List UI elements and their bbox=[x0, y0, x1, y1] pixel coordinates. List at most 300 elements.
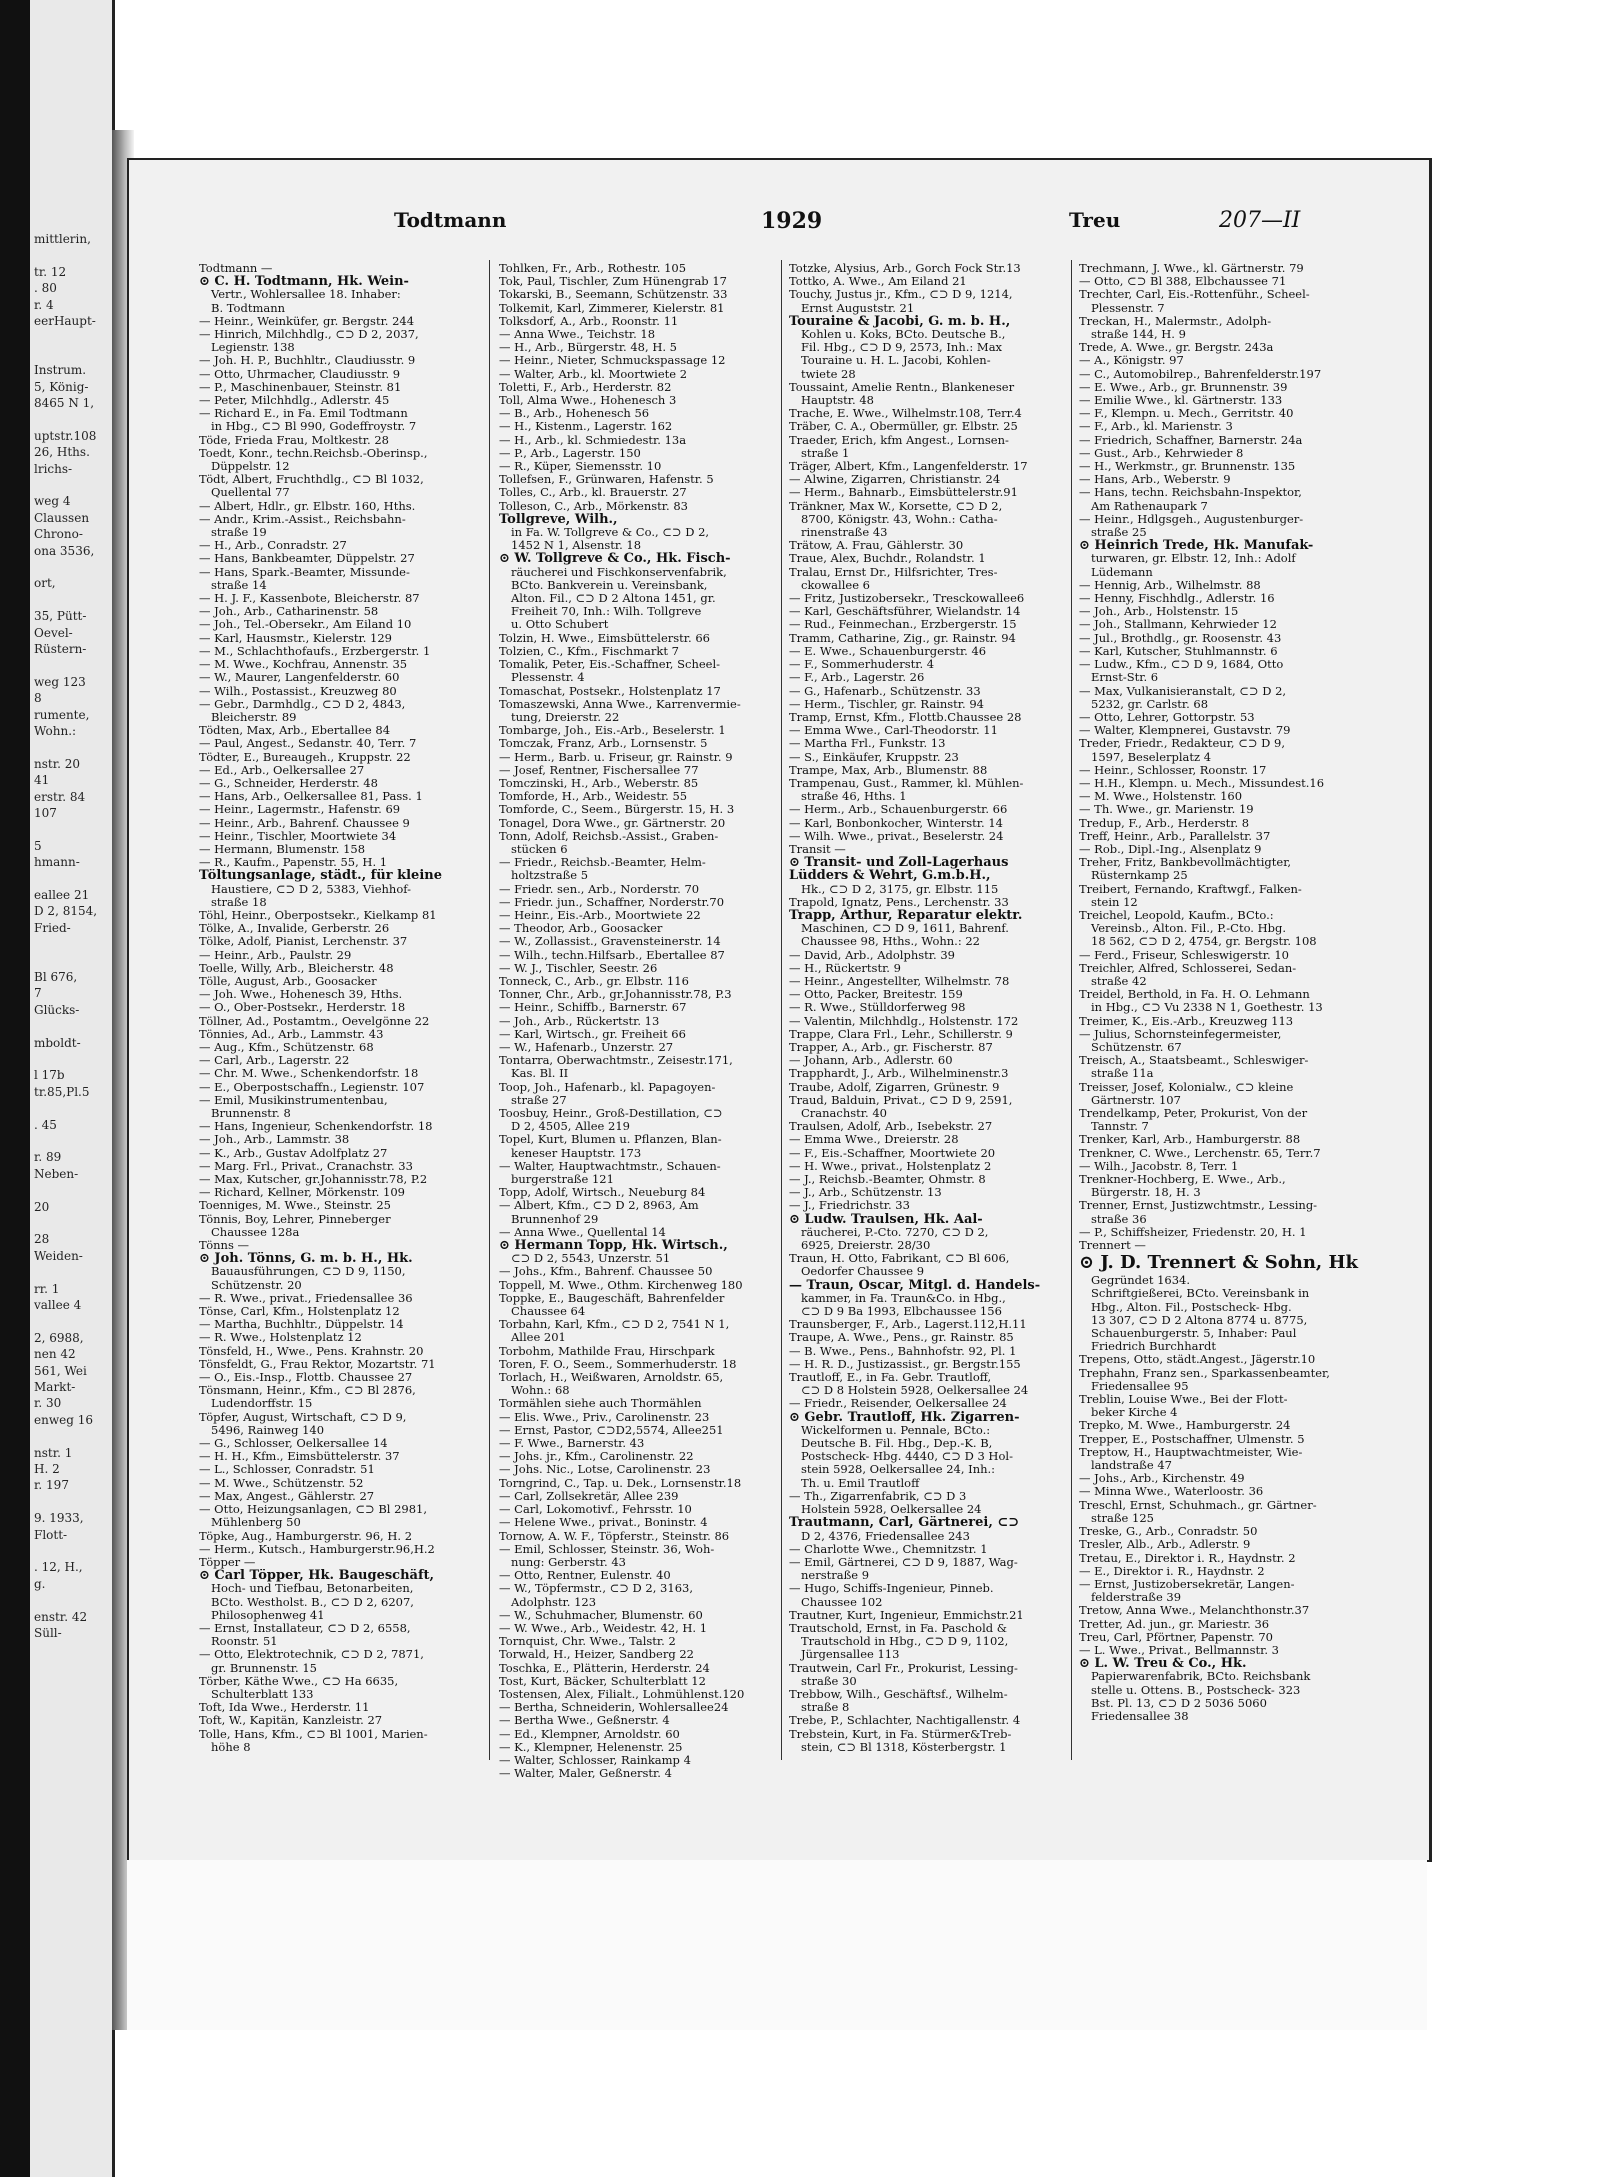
directory-entry-line: — Otto, Uhrmacher, Claudiusstr. 9 bbox=[199, 367, 401, 381]
facing-page-fragment: weg 4 bbox=[34, 494, 71, 509]
directory-entry-line: — W., Schuhmacher, Blumenstr. 60 bbox=[499, 1608, 703, 1622]
directory-entry-line: — F., Sommerhuderstr. 4 bbox=[789, 658, 935, 672]
directory-entry-line: Chaussee 98, Hths., Wohn.: 22 bbox=[801, 935, 981, 949]
directory-entry-line: Trautner, Kurt, Ingenieur, Emmichstr.21 bbox=[789, 1608, 1024, 1622]
directory-entry-line: — Herm., Tischler, gr. Rainstr. 94 bbox=[789, 697, 984, 711]
directory-entry-line: Treichel, Leopold, Kaufm., BCto.: bbox=[1079, 908, 1274, 922]
directory-entry-line: Legienstr. 138 bbox=[211, 341, 295, 355]
directory-entry-line: — Marg. Frl., Privat., Cranachstr. 33 bbox=[199, 1159, 413, 1173]
directory-entry-line: Chaussee 64 bbox=[511, 1305, 586, 1319]
directory-entry-line: Jürgensallee 113 bbox=[801, 1648, 900, 1662]
facing-page-fragment: . 45 bbox=[34, 1117, 57, 1132]
directory-entry-line: — Th. Wwe., gr. Marienstr. 19 bbox=[1079, 803, 1254, 817]
directory-entry-line: Tönnis, Boy, Lehrer, Pinneberger bbox=[199, 1212, 391, 1226]
directory-entry-line: ⊂⊃ D 2, 5543, Unzerstr. 51 bbox=[511, 1252, 671, 1266]
directory-entry-line: — H., Arb., Bürgerstr. 48, H. 5 bbox=[499, 341, 677, 355]
directory-entry-line: landstraße 47 bbox=[1091, 1459, 1172, 1473]
directory-column-3 bbox=[789, 262, 1067, 1782]
directory-entry-line: — O., Ober-Postsekr., Herderstr. 18 bbox=[199, 1001, 406, 1015]
facing-page-fragment: eallee 21 bbox=[34, 888, 90, 902]
directory-entry-line: Vereinsb., Alton. Fil., P.-Cto. Hbg. bbox=[1091, 922, 1287, 936]
directory-entry-line: Treichler, Alfred, Schlosserei, Sedan- bbox=[1079, 961, 1297, 975]
directory-entry-line: — Wilh., Postassist., Kreuzweg 80 bbox=[199, 684, 397, 698]
directory-entry-line: — Henny, Fischhdlg., Adlerstr. 16 bbox=[1079, 592, 1275, 606]
directory-entry-line: — K., Klempner, Helenenstr. 25 bbox=[499, 1740, 683, 1754]
directory-entry-line: — K., Arb., Gustav Adolfplatz 27 bbox=[199, 1146, 388, 1160]
directory-entry-line: ckowallee 6 bbox=[801, 578, 870, 592]
directory-entry-line: — H. Wwe., privat., Holstenplatz 2 bbox=[789, 1159, 992, 1173]
directory-entry-line: straße 18 bbox=[211, 895, 267, 909]
directory-entry-line: Maschinen, ⊂⊃ D 9, 1611, Bahrenf. bbox=[801, 922, 1009, 936]
directory-entry-line: Treu, Carl, Pförtner, Papenstr. 70 bbox=[1079, 1630, 1273, 1644]
directory-entry-line: Trapold, Ignatz, Pens., Lerchenstr. 33 bbox=[789, 895, 1009, 909]
directory-entry-line: Lüdemann bbox=[1091, 565, 1153, 579]
directory-entry-line: Trebe, P., Schlachter, Nachtigallenstr. 4 bbox=[789, 1714, 1021, 1728]
facing-page-fragment: erstr. 84 bbox=[34, 789, 86, 804]
directory-entry-line: — Otto, Lehrer, Gottorpstr. 53 bbox=[1079, 710, 1255, 724]
directory-entry-line: — Heinr., Arb., Paulstr. 29 bbox=[199, 948, 352, 962]
facing-page-fragment: 20 bbox=[34, 1199, 50, 1214]
directory-entry-line: in Hbg., ⊂⊃ Vu 2338 N 1, Goethestr. 13 bbox=[1091, 1001, 1323, 1015]
directory-entry-line: Tomczinski, H., Arb., Weberstr. 85 bbox=[499, 776, 699, 790]
directory-entry-line: — Jul., Brothdlg., gr. Roosenstr. 43 bbox=[1079, 631, 1282, 645]
directory-entry-line: — F., Arb., Lagerstr. 26 bbox=[789, 671, 925, 685]
directory-entry-line: — H. R. D., Justizassist., gr. Bergstr.155 bbox=[789, 1357, 1021, 1371]
directory-entry-line: — W., Hafenarb., Unzerstr. 27 bbox=[499, 1040, 674, 1054]
directory-entry-line: — Bertha, Schneiderin, Wohlersallee24 bbox=[499, 1701, 729, 1715]
directory-entry-line: — Emma Wwe., Carl-Theodorstr. 11 bbox=[789, 724, 998, 738]
directory-entry-line: Düppelstr. 12 bbox=[211, 460, 290, 474]
firm-entry-heading: ⊙ Joh. Tönns, G. m. b. H., Hk. bbox=[199, 1252, 413, 1266]
directory-entry-line: kammer, in Fa. Traun&Co. in Hbg., bbox=[801, 1291, 1006, 1305]
directory-entry-line: — Heinr., Schiffb., Barnerstr. 67 bbox=[499, 1001, 687, 1015]
directory-entry-line: Trepko, M. Wwe., Hamburgerstr. 24 bbox=[1079, 1419, 1291, 1433]
directory-column-4 bbox=[1079, 262, 1379, 1782]
directory-entry-line: straße 42 bbox=[1091, 974, 1147, 988]
directory-entry-line: Trenker, Karl, Arb., Hamburgerstr. 88 bbox=[1079, 1133, 1301, 1147]
directory-entry-line: Wickelformen u. Pennale, BCto.: bbox=[801, 1423, 991, 1437]
facing-page-fragment: Fried- bbox=[34, 920, 71, 935]
directory-entry-line: Allee 201 bbox=[511, 1331, 566, 1345]
directory-entry-line: Mühlenberg 50 bbox=[211, 1516, 301, 1530]
firm-entry-heading: ⊙ Heinrich Trede, Hk. Manufak- bbox=[1079, 539, 1314, 553]
facing-page-fragment: 5 bbox=[34, 838, 42, 853]
directory-entry-line: — Heinr., Eis.-Arb., Moortwiete 22 bbox=[499, 908, 701, 922]
facing-page-fragment: 35, Pütt- bbox=[34, 609, 87, 624]
directory-entry-line: Treske, G., Arb., Conradstr. 50 bbox=[1079, 1525, 1258, 1539]
directory-entry-line: Torbohm, Mathilde Frau, Hirschpark bbox=[499, 1344, 715, 1358]
directory-entry-line: Tormählen siehe auch Thormählen bbox=[499, 1397, 702, 1411]
facing-page-fragment: Instrum. bbox=[34, 363, 87, 378]
facing-page-fragment: 8 bbox=[34, 691, 42, 706]
firm-entry-heading: ⊙ J. D. Trennert & Sohn, Hk bbox=[1079, 1252, 1358, 1274]
directory-entry-line: — F. Wwe., Barnerstr. 43 bbox=[499, 1437, 645, 1451]
facing-page-fragment: weg 123 bbox=[34, 674, 86, 689]
facing-page-fragment: 28 bbox=[34, 1232, 50, 1247]
directory-entry-line: ⊂⊃ D 9 Ba 1993, Elbchaussee 156 bbox=[801, 1305, 1002, 1319]
directory-entry-line: — Valentin, Milchhdlg., Holstenstr. 172 bbox=[789, 1014, 1019, 1028]
directory-entry-line: twiete 28 bbox=[801, 367, 856, 381]
directory-entry-line: — Herm., Bahnarb., Eimsbüttelerstr.91 bbox=[789, 486, 1018, 500]
directory-entry-line: — Joh., Stallmann, Kehrwieder 12 bbox=[1079, 618, 1277, 632]
directory-entry-line: Adolphstr. 123 bbox=[511, 1595, 597, 1609]
directory-entry-line: — Max, Vulkanisieranstalt, ⊂⊃ D 2, bbox=[1079, 684, 1287, 698]
directory-entry-line: Toft, Ida Wwe., Herderstr. 11 bbox=[199, 1701, 370, 1715]
directory-entry-line: — Johs., Kfm., Bahrenf. Chaussee 50 bbox=[499, 1265, 713, 1279]
directory-entry-line: Friedrich Burchhardt bbox=[1091, 1340, 1216, 1354]
directory-entry-line: — Hans, techn. Reichsbahn-Inspektor, bbox=[1079, 486, 1302, 500]
directory-entry-line: — O., Eis.-Insp., Flottb. Chaussee 27 bbox=[199, 1371, 413, 1385]
directory-entry-line: Tolzin, H. Wwe., Eimsbüttelerstr. 66 bbox=[499, 631, 710, 645]
directory-entry-line: — H., Kistenm., Lagerstr. 162 bbox=[499, 420, 673, 434]
facing-page-fragment: . 80 bbox=[34, 281, 57, 296]
directory-entry-line: felderstraße 39 bbox=[1091, 1591, 1182, 1605]
directory-entry-line: — E. Wwe., Arb., gr. Brunnenstr. 39 bbox=[1079, 380, 1288, 394]
directory-entry-line: — R., Kaufm., Papenstr. 55, H. 1 bbox=[199, 856, 388, 870]
directory-entry-line: Trapper, A., Arb., gr. Fischerstr. 87 bbox=[789, 1040, 993, 1054]
directory-entry-line: Trechter, Carl, Eis.-Rottenführ., Scheel- bbox=[1079, 288, 1310, 302]
directory-entry-line: Treibert, Fernando, Kraftwgf., Falken- bbox=[1079, 882, 1302, 896]
directory-entry-line: Cranachstr. 40 bbox=[801, 1107, 887, 1120]
directory-entry-line: Trendelkamp, Peter, Prokurist, Von der bbox=[1079, 1107, 1308, 1120]
directory-entry-line: — Joh. Wwe., Hohenesch 39, Hths. bbox=[199, 988, 403, 1002]
facing-page-fragment: mittlerin, bbox=[34, 232, 91, 246]
directory-entry-line: Toft, W., Kapitän, Kanzleistr. 27 bbox=[199, 1714, 383, 1728]
directory-entry-line: Tannstr. 7 bbox=[1091, 1120, 1149, 1134]
facing-page-fragment: 5, König- bbox=[34, 379, 89, 394]
facing-page-fragment: rumente, bbox=[34, 707, 90, 722]
directory-entry-line: Schauenburgerstr. 5, Inhaber: Paul bbox=[1091, 1327, 1297, 1341]
directory-entry-line: Tontarra, Oberwachtmstr., Zeisestr.171, bbox=[499, 1054, 733, 1068]
directory-entry-line: Brunnenhof 29 bbox=[511, 1212, 599, 1226]
directory-entry-line: rinenstraße 43 bbox=[801, 526, 888, 540]
directory-entry-line: — W. J., Tischler, Seestr. 26 bbox=[499, 961, 658, 975]
directory-entry-line: holtzstraße 5 bbox=[511, 869, 589, 883]
directory-entry-line: — Ed., Klempner, Arnoldstr. 60 bbox=[499, 1727, 680, 1741]
directory-entry-line: — Heinr., Nieter, Schmuckspassage 12 bbox=[499, 354, 726, 368]
directory-entry-line: — Joh., Arb., Holstenstr. 15 bbox=[1079, 605, 1239, 619]
directory-entry-line: — Herm., Kutsch., Hamburgerstr.96,H.2 bbox=[199, 1542, 435, 1556]
directory-entry-line: Friedensallee 95 bbox=[1091, 1379, 1189, 1393]
directory-entry-line: Traue, Alex, Buchdr., Rolandstr. 1 bbox=[789, 552, 986, 566]
directory-entry-line: — J., Friedrichstr. 33 bbox=[789, 1199, 910, 1213]
directory-entry-line: Träber, C. A., Obermüller, gr. Elbstr. 25 bbox=[789, 420, 1018, 434]
facing-page-fragment: nen 42 bbox=[34, 1347, 76, 1362]
directory-entry-line: Tohlken, Fr., Arb., Rothestr. 105 bbox=[499, 262, 687, 275]
directory-entry-line: 5496, Rainweg 140 bbox=[211, 1423, 325, 1437]
directory-entry-line: — Ernst, Installateur, ⊂⊃ D 2, 6558, bbox=[199, 1621, 411, 1635]
directory-entry-line: Toussaint, Amelie Rentn., Blankeneser bbox=[789, 380, 1015, 394]
facing-page-fragment: D 2, 8154, bbox=[34, 904, 98, 919]
directory-entry-line: — Carl, Lokomotivf., Fehrsstr. 10 bbox=[499, 1503, 692, 1517]
directory-entry-line: stein 5928, Oelkersallee 24, Inh.: bbox=[801, 1463, 996, 1477]
directory-entry-line: — Otto, Rentner, Eulenstr. 40 bbox=[499, 1569, 671, 1583]
directory-entry-line: — Karl, Geschäftsführer, Wielandstr. 14 bbox=[789, 605, 1021, 619]
column-divider bbox=[489, 260, 490, 1760]
directory-entry-line: — H. J. F., Kassenbote, Bleicherstr. 87 bbox=[199, 592, 420, 606]
directory-entry-line: — Walter, Klempnerei, Gustavstr. 79 bbox=[1079, 724, 1291, 738]
directory-entry-line: — G., Schlosser, Oelkersallee 14 bbox=[199, 1437, 388, 1451]
directory-entry-line: — Albert, Kfm., ⊂⊃ D 2, 8963, Am bbox=[499, 1199, 699, 1213]
directory-entry-line: Traube, Adolf, Zigarren, Grünestr. 9 bbox=[789, 1080, 1000, 1094]
firm-entry-heading: ⊙ C. H. Todtmann, Hk. Wein- bbox=[199, 275, 409, 289]
facing-page-fragment: Chrono- bbox=[34, 527, 83, 542]
directory-entry-line: nung: Gerberstr. 43 bbox=[511, 1555, 626, 1569]
directory-entry-line: Schulterblatt 133 bbox=[211, 1687, 314, 1701]
directory-entry-line: Treckan, H., Malermstr., Adolph- bbox=[1079, 314, 1272, 328]
directory-entry-line: Bst. Pl. 13, ⊂⊃ D 2 5036 5060 bbox=[1091, 1696, 1267, 1710]
directory-entry-line: Toedt, Konr., techn.Reichsb.-Oberinsp., bbox=[199, 446, 428, 460]
directory-entry-line: Schützenstr. 20 bbox=[211, 1278, 302, 1292]
directory-entry-line: — Ferd., Friseur, Schleswigerstr. 10 bbox=[1079, 948, 1289, 962]
directory-entry-line: Tölle, August, Arb., Goosacker bbox=[199, 974, 377, 988]
firm-entry-heading: ⊙ Transit- und Zoll-Lagerhaus bbox=[789, 856, 1009, 870]
directory-entry-line: 8700, Königstr. 43, Wohn.: Catha- bbox=[801, 512, 998, 526]
facing-page-fragment: 9. 1933, bbox=[34, 1511, 84, 1526]
directory-entry-line: Toschka, E., Plätterin, Herderstr. 24 bbox=[499, 1661, 710, 1675]
directory-entry-line: Fil. Hbg., ⊂⊃ D 9, 2573, Inh.: Max bbox=[801, 341, 1003, 355]
directory-entry-line: — Friedr. jun., Schaffner, Norderstr.70 bbox=[499, 895, 725, 909]
directory-entry-line: Tolksdorf, A., Arb., Roonstr. 11 bbox=[499, 314, 679, 328]
directory-entry-line: — H., Rückertstr. 9 bbox=[789, 961, 901, 975]
directory-entry-line: Tönse, Carl, Kfm., Holstenplatz 12 bbox=[199, 1305, 400, 1319]
directory-entry-line: — Karl, Wirtsch., gr. Freiheit 66 bbox=[499, 1027, 686, 1041]
directory-entry-line: Trechmann, J. Wwe., kl. Gärtnerstr. 79 bbox=[1079, 262, 1304, 275]
directory-entry-line: — Hans, Spark.-Beamter, Missunde- bbox=[199, 565, 410, 579]
directory-entry-line: Treher, Fritz, Bankbevollmächtigter, bbox=[1079, 856, 1292, 870]
directory-entry-line: turwaren, gr. Elbstr. 12, Inh.: Adolf bbox=[1091, 552, 1296, 566]
directory-entry-line: Torwald, H., Heizer, Sandberg 22 bbox=[499, 1648, 694, 1662]
directory-entry-line: Haustiere, ⊂⊃ D 2, 5383, Viehhof- bbox=[211, 882, 411, 896]
firm-entry-heading: ⊙ L. W. Treu & Co., Hk. bbox=[1079, 1657, 1247, 1671]
directory-entry-line: — Andr., Krim.-Assist., Reichsbahn- bbox=[199, 512, 406, 526]
directory-entry-line: Tölke, Adolf, Pianist, Lerchenstr. 37 bbox=[199, 935, 408, 949]
directory-entry-line: — M. Wwe., Holstenstr. 160 bbox=[1079, 790, 1243, 804]
directory-entry-line: Toppell, M. Wwe., Othm. Kirchenweg 180 bbox=[499, 1278, 743, 1292]
directory-entry-line: — M., Schlachthofaufs., Erzbergerstr. 1 bbox=[199, 644, 431, 658]
directory-entry-line: — Karl, Hausmstr., Kielerstr. 129 bbox=[199, 631, 392, 645]
directory-entry-line: Tolzien, C., Kfm., Fischmarkt 7 bbox=[499, 644, 679, 658]
directory-entry-line: Tonn, Adolf, Reichsb.-Assist., Graben- bbox=[499, 829, 719, 843]
directory-column-2 bbox=[499, 262, 777, 1782]
directory-entry-line: Wohn.: 68 bbox=[511, 1384, 570, 1398]
directory-entry-line: D 2, 4505, Allee 219 bbox=[511, 1120, 630, 1134]
directory-entry-line: Toppke, E., Baugeschäft, Bahrenfelder bbox=[499, 1291, 725, 1305]
directory-entry-line: Traun, H. Otto, Fabrikant, ⊂⊃ Bl 606, bbox=[789, 1252, 1010, 1266]
directory-entry-line: — Theodor, Arb., Goosacker bbox=[499, 922, 663, 936]
facing-page-fragment: vallee 4 bbox=[34, 1298, 82, 1312]
directory-entry-line: — Heinr., Tischler, Moortwiete 34 bbox=[199, 829, 397, 843]
facing-page-fragment: enweg 16 bbox=[34, 1412, 93, 1427]
directory-entry-line: — Gust., Arb., Kehrwieder 8 bbox=[1079, 446, 1244, 460]
directory-entry-line: Toop, Joh., Hafenarb., kl. Papagoyen- bbox=[499, 1080, 716, 1094]
directory-entry-line: — F., Eis.-Schaffner, Moortwiete 20 bbox=[789, 1146, 996, 1160]
directory-entry-line: straße 8 bbox=[801, 1701, 850, 1715]
facing-page-fragment: nstr. 1 bbox=[34, 1445, 73, 1460]
directory-entry-line: — R. Wwe., privat., Friedensallee 36 bbox=[199, 1291, 413, 1305]
directory-entry-line: Trebstein, Kurt, in Fa. Stürmer&Treb- bbox=[789, 1727, 1012, 1741]
directory-entry-line: Touraine u. H. L. Jacobi, Kohlen- bbox=[801, 354, 991, 368]
directory-entry-line: Todtmann — bbox=[199, 262, 273, 275]
directory-entry-line: Trenkner-Hochberg, E. Wwe., Arb., bbox=[1079, 1173, 1286, 1187]
directory-entry-line: Oedorfer Chaussee 9 bbox=[801, 1265, 925, 1279]
directory-entry-line: straße 46, Hths. 1 bbox=[801, 790, 907, 804]
facing-page-fragment: H. 2 bbox=[34, 1462, 60, 1476]
directory-entry-line: — Carl, Zollsekretär, Allee 239 bbox=[499, 1489, 679, 1503]
facing-page-fragment: r. 4 bbox=[34, 297, 54, 312]
directory-entry-line: Tomalik, Peter, Eis.-Schaffner, Scheel- bbox=[499, 658, 721, 672]
firm-entry-heading: ⊙ W. Tollgreve & Co., Hk. Fisch- bbox=[499, 552, 731, 566]
directory-entry-line: nerstraße 9 bbox=[801, 1569, 870, 1583]
directory-entry-line: — Hans, Arb., Oelkersallee 81, Pass. 1 bbox=[199, 790, 423, 804]
directory-entry-line: Chaussee 102 bbox=[801, 1595, 883, 1609]
directory-entry-line: Trennert — bbox=[1079, 1239, 1146, 1253]
directory-entry-line: — W., Maurer, Langenfelderstr. 60 bbox=[199, 671, 400, 685]
directory-entry-line: — Hans, Ingenieur, Schenkendorfstr. 18 bbox=[199, 1120, 433, 1134]
directory-entry-line: — R. Wwe., Stülldorferweg 98 bbox=[789, 1001, 966, 1015]
directory-entry-line: — Hennig, Arb., Wilhelmstr. 88 bbox=[1079, 578, 1261, 592]
directory-entry-line: — Otto, Elektrotechnik, ⊂⊃ D 2, 7871, bbox=[199, 1648, 424, 1662]
directory-entry-line: Tralau, Ernst Dr., Hilfsrichter, Tres- bbox=[789, 565, 998, 579]
directory-entry-line: — Julius, Schornsteinfegermeister, bbox=[1079, 1027, 1282, 1041]
facing-page-fragment: enstr. 42 bbox=[34, 1609, 88, 1624]
directory-entry-line: Tolkemit, Karl, Zimmerer, Kielerstr. 81 bbox=[499, 301, 725, 315]
directory-entry-line: Torlach, H., Weißwaren, Arnoldstr. 65, bbox=[499, 1371, 724, 1385]
directory-entry-line: Torbahn, Karl, Kfm., ⊂⊃ D 2, 7541 N 1, bbox=[499, 1318, 730, 1332]
firm-entry-heading: — Traun, Oscar, Mitgl. d. Handels- bbox=[789, 1278, 1041, 1292]
directory-entry-line: — G., Hafenarb., Schützenstr. 33 bbox=[789, 684, 981, 698]
directory-entry-line: Tränkner, Max W., Korsette, ⊂⊃ D 2, bbox=[789, 499, 1003, 513]
directory-entry-line: Tretau, E., Direktor i. R., Haydnstr. 2 bbox=[1079, 1551, 1296, 1565]
directory-entry-line: keneser Hauptstr. 173 bbox=[511, 1146, 642, 1160]
facing-page-fragment: rr. 1 bbox=[34, 1281, 60, 1296]
directory-entry-line: Tödten, Max, Arb., Ebertallee 84 bbox=[199, 724, 391, 738]
firm-entry-heading: Tollgreve, Wilh., bbox=[499, 512, 618, 527]
directory-entry-line: — Otto, Heizungsanlagen, ⊂⊃ Bl 2981, bbox=[199, 1503, 428, 1517]
facing-page-fragment: mboldt- bbox=[34, 1035, 81, 1050]
directory-entry-line: ⊂⊃ D 8 Holstein 5928, Oelkersallee 24 bbox=[801, 1384, 1029, 1398]
directory-entry-line: Tombarge, Joh., Eis.-Arb., Beselerstr. 1 bbox=[499, 724, 726, 738]
directory-entry-line: — Johs., Arb., Kirchenstr. 49 bbox=[1079, 1472, 1245, 1486]
directory-entry-line: — Herm., Arb., Schauenburgerstr. 66 bbox=[789, 803, 1008, 817]
directory-entry-line: Alton. Fil., ⊂⊃ D 2 Altona 1451, gr. bbox=[511, 592, 716, 606]
directory-entry-line: — Minna Wwe., Waterloostr. 36 bbox=[1079, 1485, 1264, 1499]
facing-page-fragment: Weiden- bbox=[34, 1248, 83, 1263]
directory-entry-line: Tölke, A., Invalide, Gerberstr. 26 bbox=[199, 922, 390, 936]
directory-entry-line: Tönsmann, Heinr., Kfm., ⊂⊃ Bl 2876, bbox=[199, 1384, 416, 1398]
facing-page-fragment: 561, Wei bbox=[34, 1363, 87, 1378]
directory-entry-line: stein 12 bbox=[1091, 895, 1138, 909]
directory-entry-line: Traunsberger, F., Arb., Lagerst.112,H.11 bbox=[789, 1318, 1027, 1332]
page-bottom-margin bbox=[127, 1860, 1427, 2030]
directory-entry-line: gr. Brunnenstr. 15 bbox=[211, 1661, 317, 1675]
directory-entry-line: Trebbow, Wilh., Geschäftsf., Wilhelm- bbox=[789, 1687, 1008, 1701]
running-header bbox=[129, 208, 1429, 238]
directory-entry-line: — Aug., Kfm., Schützenstr. 68 bbox=[199, 1040, 374, 1054]
directory-entry-line: Treimer, K., Eis.-Arb., Kreuzweg 113 bbox=[1079, 1014, 1294, 1028]
directory-entry-line: Tostensen, Alex, Filialt., Lohmühlenst.120 bbox=[499, 1687, 745, 1701]
book-spine-shadow bbox=[0, 0, 30, 2177]
directory-entry-line: — H., Arb., kl. Schmiedestr. 13a bbox=[499, 433, 687, 447]
directory-entry-line: Törber, Käthe Wwe., ⊂⊃ Ha 6635, bbox=[199, 1674, 399, 1688]
directory-entry-line: — Emil, Schlosser, Steinstr. 36, Woh- bbox=[499, 1542, 715, 1556]
directory-entry-line: Hoch- und Tiefbau, Betonarbeiten, bbox=[211, 1582, 414, 1596]
directory-entry-line: Toletti, F., Arb., Herderstr. 82 bbox=[499, 380, 672, 394]
directory-entry-line: Tolle, Hans, Kfm., ⊂⊃ Bl 1001, Marien- bbox=[199, 1727, 428, 1741]
directory-entry-line: Ernst Auguststr. 21 bbox=[801, 301, 915, 315]
directory-entry-line: — Karl, Kutscher, Stuhlmannstr. 6 bbox=[1079, 644, 1278, 658]
directory-entry-line: Toren, F. O., Seem., Sommerhuderstr. 18 bbox=[499, 1357, 737, 1371]
directory-entry-line: Traulsen, Adolf, Arb., Isebekstr. 27 bbox=[789, 1120, 993, 1134]
directory-entry-line: — Paul, Angest., Sedanstr. 40, Terr. 7 bbox=[199, 737, 417, 751]
directory-entry-line: — E., Direktor i. R., Haydnstr. 2 bbox=[1079, 1564, 1265, 1578]
directory-entry-line: Hauptstr. 48 bbox=[801, 394, 874, 408]
directory-entry-line: — Carl, Arb., Lagerstr. 22 bbox=[199, 1054, 350, 1068]
directory-entry-line: — P., Schiffsheizer, Friedenstr. 20, H. 1 bbox=[1079, 1225, 1307, 1239]
directory-entry-line: Treisser, Josef, Kolonialw., ⊂⊃ kleine bbox=[1079, 1080, 1294, 1094]
directory-entry-line: — B., Arb., Hohenesch 56 bbox=[499, 407, 650, 421]
directory-entry-line: Torngrind, C., Tap. u. Dek., Lornsenstr.18 bbox=[499, 1476, 742, 1490]
directory-entry-line: Trautwein, Carl Fr., Prokurist, Lessing- bbox=[789, 1661, 1018, 1675]
directory-entry-line: Trautloff, E., in Fa. Gebr. Trautloff, bbox=[789, 1371, 992, 1385]
directory-entry-line: — Rob., Dipl.-Ing., Alsenplatz 9 bbox=[1079, 842, 1262, 856]
facing-page-fragment: Flott- bbox=[34, 1527, 68, 1542]
directory-entry-line: Deutsche B. Fil. Hbg., Dep.-K. B, bbox=[801, 1437, 993, 1451]
directory-entry-line: Treisch, A., Staatsbeamt., Schleswiger- bbox=[1079, 1054, 1309, 1068]
directory-entry-line: Bauausführungen, ⊂⊃ D 9, 1150, bbox=[211, 1265, 406, 1279]
directory-entry-line: in Fa. W. Tollgreve & Co., ⊂⊃ D 2, bbox=[511, 526, 710, 540]
directory-entry-line: Tödter, E., Bureaugeh., Kruppstr. 22 bbox=[199, 750, 411, 764]
directory-entry-line: — Charlotte Wwe., Chemnitzstr. 1 bbox=[789, 1542, 988, 1556]
directory-entry-line: Philosophenweg 41 bbox=[211, 1608, 325, 1622]
directory-entry-line: Vertr., Wohlersallee 18. Inhaber: bbox=[211, 288, 401, 302]
directory-entry-line: — Gebr., Darmhdlg., ⊂⊃ D 2, 4843, bbox=[199, 697, 406, 711]
directory-entry-line: Totzke, Alysius, Arb., Gorch Fock Str.13 bbox=[789, 262, 1021, 275]
directory-entry-line: Treblin, Louise Wwe., Bei der Flott- bbox=[1079, 1393, 1288, 1407]
directory-entry-line: — H.H., Klempn. u. Mech., Missundest.16 bbox=[1079, 776, 1325, 790]
directory-entry-line: Trampe, Max, Arb., Blumenstr. 88 bbox=[789, 763, 988, 777]
directory-entry-line: Traeder, Erich, kfm Angest., Lornsen- bbox=[789, 433, 1009, 447]
directory-entry-line: straße 11a bbox=[1091, 1067, 1154, 1081]
directory-entry-line: stücken 6 bbox=[511, 842, 568, 856]
directory-entry-line: Tokarski, B., Seemann, Schützenstr. 33 bbox=[499, 288, 728, 302]
directory-entry-line: straße 25 bbox=[1091, 526, 1147, 540]
directory-entry-line: 6925, Dreierstr. 28/30 bbox=[801, 1239, 931, 1253]
directory-entry-line: — Hermann, Blumenstr. 158 bbox=[199, 842, 366, 856]
directory-entry-line: — Richard, Kellner, Mörkenstr. 109 bbox=[199, 1186, 405, 1200]
directory-entry-line: Trenkner, C. Wwe., Lerchenstr. 65, Terr.7 bbox=[1079, 1146, 1321, 1160]
directory-entry-line: Toll, Alma Wwe., Hohenesch 3 bbox=[499, 394, 677, 408]
directory-entry-line: Tretow, Anna Wwe., Melanchthonstr.37 bbox=[1079, 1604, 1310, 1618]
directory-entry-line: Tollefsen, F., Grünwaren, Hafenstr. 5 bbox=[499, 473, 714, 487]
directory-entry-line: 13 307, ⊂⊃ D 2 Altona 8774 u. 8775, bbox=[1091, 1313, 1308, 1327]
directory-entry-line: — J., Reichsb.-Beamter, Ohmstr. 8 bbox=[789, 1173, 986, 1187]
directory-entry-line: burgerstraße 121 bbox=[511, 1173, 614, 1187]
directory-entry-line: Plessenstr. 7 bbox=[1091, 301, 1165, 315]
directory-entry-line: — Wilh., Jacobstr. 8, Terr. 1 bbox=[1079, 1159, 1239, 1173]
directory-entry-line: — Friedr., Reichsb.-Beamter, Helm- bbox=[499, 856, 706, 870]
directory-entry-line: Trautschold, Ernst, in Fa. Paschold & bbox=[789, 1621, 1007, 1635]
directory-entry-line: Tornquist, Chr. Wwe., Talstr. 2 bbox=[499, 1635, 676, 1649]
directory-entry-line: tung, Dreierstr. 22 bbox=[511, 710, 620, 724]
directory-entry-line: — Heinr., Arb., Bahrenf. Chaussee 9 bbox=[199, 816, 410, 830]
directory-entry-line: — W., Töpfermstr., ⊂⊃ D 2, 3163, bbox=[499, 1582, 693, 1596]
directory-entry-line: — Bertha Wwe., Geßnerstr. 4 bbox=[499, 1714, 670, 1728]
directory-entry-line: Töpper — bbox=[199, 1555, 256, 1569]
directory-entry-line: — Martha, Buchhltr., Düppelstr. 14 bbox=[199, 1318, 404, 1332]
directory-entry-line: Tolleson, C., Arb., Mörkenstr. 83 bbox=[499, 499, 688, 513]
directory-entry-line: straße 30 bbox=[801, 1674, 857, 1688]
